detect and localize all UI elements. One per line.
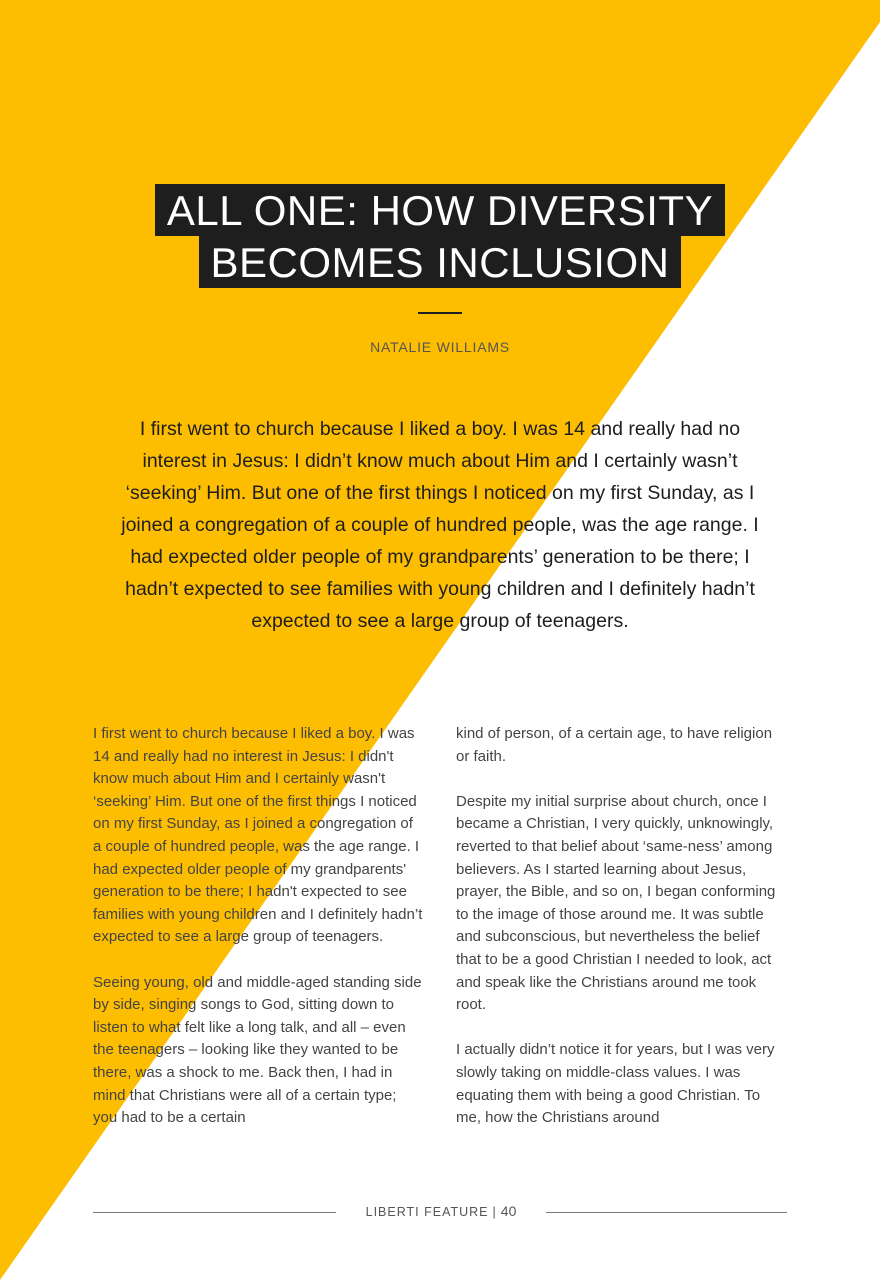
title-divider <box>418 312 462 314</box>
body-paragraph: Seeing young, old and middle-aged standing side by side, singing songs to God, sitting down to listen to what felt like a long talk, and all – even the teenagers – looking like they wanted to be there, was a shock to me. Back then, I had in mind that Christians were all of a certain type; you had to be a certain <box>93 973 422 1127</box>
body-paragraph: kind of person, of a certain age, to have religion or faith. <box>456 725 773 765</box>
footer-rule-left <box>93 1212 336 1213</box>
body-paragraph: I actually didn’t notice it for years, but I was very slowly taking on middle-class values. I was equating them with being a good Christian. To me, how the Christians around <box>456 1041 775 1127</box>
body-paragraph: I first went to church because I liked a boy. I was 14 and really had no interest in Jesus: I didn't know much about Him and I certainly wasn't ‘seeking’ Him. But one of the first things I noticed on my first Sunday, as I joined a congregation of a couple of hundred people, was the age range. I had expected older people of my grandparents' generation to be there; I hadn't expected to see families with young children and I definitely hadn’t expected to see a large group of teenagers. <box>93 725 423 946</box>
page-number: 40 <box>500 1203 517 1219</box>
footer-separator: | <box>492 1205 497 1219</box>
body-paragraph: Despite my initial surprise about church, once I became a Christian, I very quickly, unknowingly, reverted to that belief about ‘same-ness’ among believers. As I started learning about Jesus, prayer, the Bible, and so on, I began conforming to the image of those around me. It was subtle and subconscious, but nevertheless the belief that to be a good Christian I needed to look, act and speak like the Christians around me took root. <box>456 792 776 1014</box>
footer-rule-right <box>546 1212 787 1213</box>
article-title <box>0 184 880 288</box>
body-column-left <box>93 723 423 1152</box>
intro-pull-quote: I first went to church because I liked a boy. I was 14 and really had no interest in Jesus: I didn’t know much about Him and I certainly wasn’t ‘seeking’ Him. But one of the first things I noticed on my first Sunday, as I joined a congregation of a couple of hundred people, was the age range. I had expected older people of my grandparents’ generation to be there; I hadn’t expected to see families with young children and I definitely hadn’t expected to see a large group of teenagers. <box>121 418 759 632</box>
author-byline: NATALIE WILLIAMS <box>370 339 510 355</box>
title-line-2: BECOMES INCLUSION <box>199 236 682 288</box>
body-column-right <box>456 723 786 1152</box>
title-line-1: ALL ONE: HOW DIVERSITY <box>155 184 725 236</box>
footer-label: LIBERTI FEATURE <box>365 1205 489 1219</box>
page-footer <box>336 1203 546 1219</box>
